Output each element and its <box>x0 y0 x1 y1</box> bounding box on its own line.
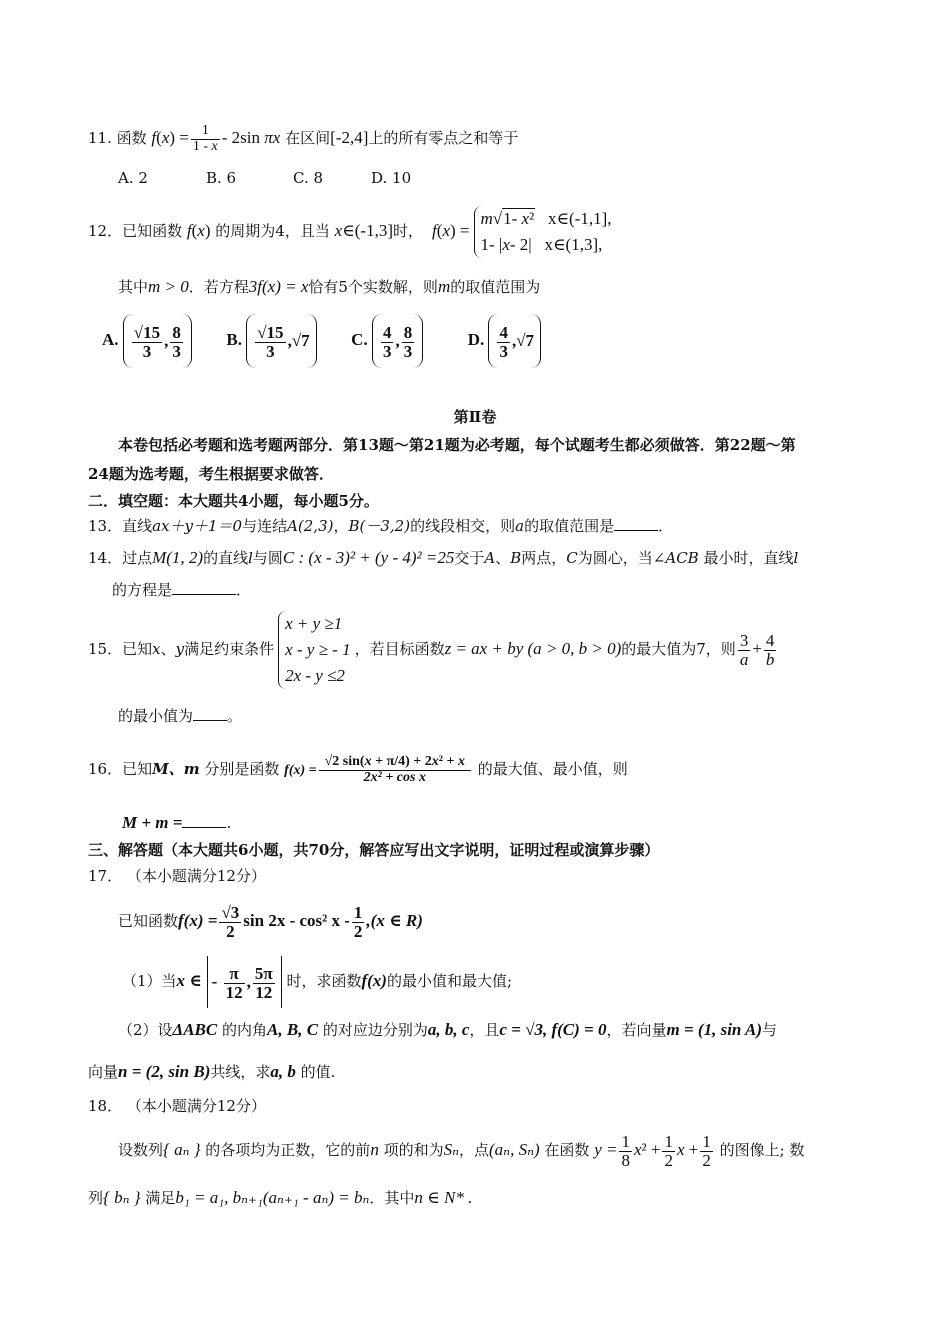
question-11: 11. 函数 f(x) = $\frac{1}{1 - x}$ - 2sin πx 在区间[-2,4]上的所有零点之和等于 <box>88 123 519 154</box>
question-12: 12．已知函数 f(x) 的周期为4，且当 x∈(-1,3]时， f(x) = m√1- x² x∈(-1,1], 1- |x- 2| x∈(1,3], <box>88 203 616 259</box>
question-18-heading: 18． （本小题满分12分） <box>88 1097 266 1115</box>
question-12-options: A. $\frac{√15}{3}$ , $\frac{8}{3}$ B. $\frac{√15}{3}$ ,√7 C. $\frac{4}{3}$ , $\frac{8}{3}$ D. $\frac{4}{3}$ ,√7 <box>102 314 541 368</box>
question-14: 14．过点M(1, 2)的直线l与圆C : (x - 3)² + (y - 4)² =25交于A、B两点，C为圆心，当∠ACB 最小时，直线l <box>88 548 799 567</box>
question-12-condition: 其中m > 0．若方程3f(x) = x恰有5个实数解，则m的取值范围为 <box>118 277 541 296</box>
question-17-heading: 17． （本小题满分12分） <box>88 867 266 885</box>
question-18-line-2: 列{ bₙ } 满足b₁ = a₁, bₙ₊₁(aₙ₊₁ - aₙ) = bₙ．其中n ∈ N* . <box>88 1188 473 1207</box>
question-18-line-1: 设数列{ aₙ } 的各项均为正数，它的前n 项的和为Sₙ，点(aₙ, Sₙ) 在函数 y = $\frac{1}{8}$ x² + $\frac{1}{2}$ x + $\frac{1}{2}$ 的图像上; 数 <box>118 1131 805 1170</box>
option-b: B. 6 <box>206 169 237 187</box>
question-17-part-2: （2）设ΔABC 的内角A, B, C 的对应边分别为a, b, c，且c = √3, f(C) = 0，若向量m = (1, sin A)与 <box>118 1020 778 1039</box>
part-intro-line-2: 24题为选考题，考生根据要求做答． <box>88 465 334 483</box>
piecewise-system: m√1- x² x∈(-1,1], 1- |x- 2| x∈(1,3], <box>474 206 612 258</box>
option-a: A. 2 <box>118 169 148 187</box>
question-13: 13．直线ax＋y＋1＝0与连结A(2,3)，B(－3,2)的线段相交，则a的取值范围是 ． <box>88 517 674 535</box>
answer-blank[interactable] <box>193 720 227 721</box>
constraint-system: x + y ≥1 x - y ≥ - 1 2x - y ≤2 <box>278 611 351 689</box>
fraction: $\frac{1}{1 - x}$ <box>192 123 218 154</box>
fraction: $\frac{\text{√2 sin(x + π/4) + 2x² + x}}{\text{2x² + cos x}}$ <box>319 755 471 785</box>
question-17-part-1: （1）当x ∈ - $\frac{\pi}{12}$ , $\frac{5\pi}{12}$ 时，求函数f(x)的最小值和最大值; <box>122 955 512 1008</box>
question-17-part-2-cont: 向量n = (2, sin B)共线，求a, b 的值. <box>88 1062 336 1081</box>
part-title: 第Ⅱ卷 <box>453 408 497 426</box>
question-16: 16．已知M、m 分别是函数 f(x) = $\frac{\text{√2 sin(x + π/4) + 2x² + x}}{\text{2x² + cos x}}$ 的最大值、最小值，则 <box>88 753 628 785</box>
answer-blank[interactable] <box>182 827 226 828</box>
option-d: D. 10 <box>371 169 412 187</box>
question-15: 15．已知x、y满足约束条件 x + y ≥1 x - y ≥ - 1 2x - y ≤2 ，若目标函数z = ax + by (a > 0, b > 0)的最大值为7，则 $\frac{3}{a}$ + $\frac{4}{b}$ <box>88 610 778 689</box>
option-c: C. 8 <box>293 169 324 187</box>
question-14-line-2: 的方程是 ． <box>112 581 252 599</box>
option-d: D. <box>467 329 485 349</box>
question-11-options <box>118 168 411 188</box>
option-b: B. <box>226 329 242 349</box>
question-16-answer: M + m = . <box>122 813 232 832</box>
question-17-function: 已知函数f(x) = $\frac{√3}{2}$ sin 2x - cos² x - $\frac{1}{2}$ ,(x ∈ R) <box>118 902 423 941</box>
answer-blank[interactable] <box>172 594 236 595</box>
option-a: A. <box>102 329 119 349</box>
section-3-heading: 三、解答题（本大题共6小题，共70分，解答应写出文字说明，证明过程或演算步骤） <box>88 841 660 859</box>
answer-blank[interactable] <box>614 530 658 531</box>
section-2-heading: 二．填空题：本大题共4小题，每小题5分。 <box>88 492 379 510</box>
part-intro-line-1: 本卷包括必考题和选考题两部分．第13题～第21题为必考题，每个试题考生都必须做答．第22题～第 <box>118 436 796 454</box>
option-c: C. <box>351 329 368 349</box>
question-15-line-2: 的最小值为 。 <box>118 707 243 725</box>
